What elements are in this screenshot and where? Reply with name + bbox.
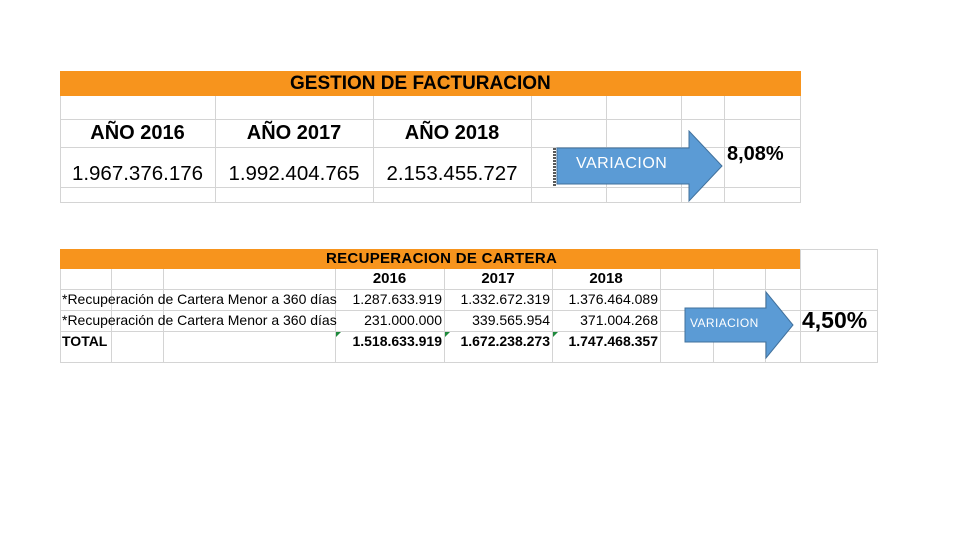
facturacion-variation: 8,08%	[727, 143, 784, 165]
cartera-year-2017: 2017	[481, 270, 515, 287]
cartera-variation: 4,50%	[802, 307, 868, 333]
cartera-title: RECUPERACION DE CARTERA	[326, 250, 558, 267]
cartera-cell: 1.376.464.089	[568, 291, 658, 307]
cartera-cell: 1.287.633.919	[352, 291, 442, 307]
cartera-cell: 1.332.672.319	[460, 291, 550, 307]
year-header-2018: AÑO 2018	[404, 122, 500, 144]
year-header-2016: AÑO 2016	[90, 122, 185, 144]
cartera-total-label: TOTAL	[62, 333, 108, 349]
cartera-row-label: *Recuperación de Cartera Menor a 360 días	[62, 291, 337, 307]
grid-line	[800, 249, 801, 363]
cartera-total-cell: 1.747.468.357	[568, 333, 658, 349]
billing-value-2017: 1.992.404.765	[228, 162, 360, 185]
cartera-title-bar	[60, 249, 800, 269]
cartera-cell: 371.004.268	[580, 312, 658, 328]
grid-line	[877, 249, 878, 363]
billing-value-2016: 1.967.376.176	[71, 162, 204, 185]
cartera-cell: 231.000.000	[364, 312, 442, 328]
grid-line	[800, 249, 878, 250]
cartera-cell: 339.565.954	[472, 312, 550, 328]
cartera-row-label: *Recuperación de Cartera Menor a 360 días	[62, 312, 337, 328]
billing-value-2018: 2.153.455.727	[386, 162, 518, 185]
cartera-year-2016: 2016	[372, 270, 407, 287]
grid-line	[60, 362, 878, 363]
year-header-2017: AÑO 2017	[246, 122, 342, 144]
cartera-total-cell: 1.518.633.919	[352, 333, 442, 349]
cartera-total-cell: 1.672.238.273	[460, 333, 550, 349]
cartera-arrow-label: VARIACION	[690, 316, 759, 330]
facturacion-title-bar	[60, 71, 801, 96]
cartera-year-2018: 2018	[589, 270, 623, 287]
grid-line	[60, 202, 801, 203]
grid-line	[660, 269, 661, 363]
facturacion-title: GESTION DE FACTURACION	[290, 73, 551, 94]
facturacion-arrow-label: VARIACION	[576, 155, 668, 172]
